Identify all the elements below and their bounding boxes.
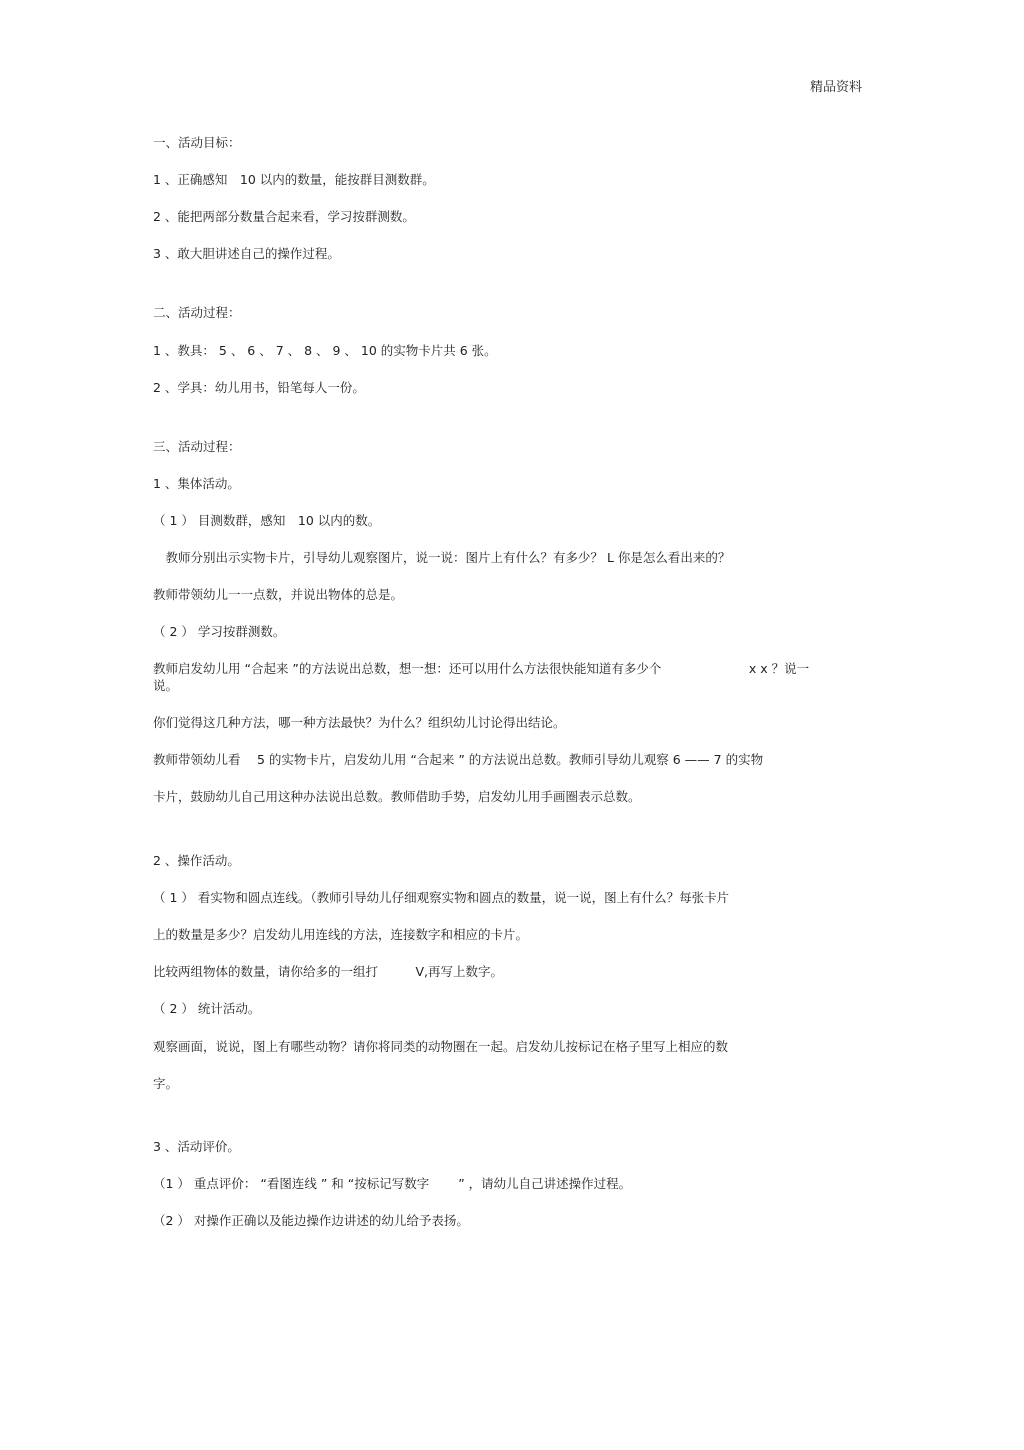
header-label: 精品资料	[810, 80, 863, 95]
evaluation-item-2: （2 ） 对操作正确以及能边操作边讲述的幼儿给予表扬。	[153, 1213, 469, 1228]
section-heading-preparation: 二、活动过程：	[153, 305, 241, 320]
paragraph-line: 教师带领幼儿看 5 的实物卡片，启发幼儿用 “合起来 ” 的方法说出总数。教师引导幼儿观察 6 —— 7 的实物	[153, 752, 764, 767]
preparation-item-1: 1 、教具： 5 、 6 、 7 、 8 、 9 、 10 的实物卡片共 6 张。	[153, 343, 497, 358]
paragraph-line: 字。	[153, 1076, 179, 1091]
paragraph-line: 观察画面，说说，图上有哪些动物？请你将同类的动物圈在一起。启发幼儿按标记在格子里写上相应的数	[153, 1039, 729, 1054]
process-substep-2: （ 2 ） 学习按群测数。	[153, 624, 286, 639]
process-step-1: 1 、集体活动。	[153, 476, 240, 491]
paragraph-line: 教师带领幼儿一一点数，并说出物体的总是。	[153, 587, 404, 602]
process-substep-1: （ 1 ） 看实物和圆点连线。（教师引导幼儿仔细观察实物和圆点的数量，说一说，图上有什么？每张卡片	[153, 890, 730, 905]
paragraph-line: 上的数量是多少？启发幼儿用连线的方法，连接数字和相应的卡片。	[153, 927, 529, 942]
goal-item-3: 3 、敢大胆讲述自己的操作过程。	[153, 246, 340, 261]
process-substep-2: （ 2 ） 统计活动。	[153, 1001, 261, 1016]
paragraph-line: 教师启发幼儿用 “合起来 ”的方法说出总数，想一想：还可以用什么方法很快能知道有多少个 x x ？说一说。	[153, 661, 810, 693]
paragraph-line: 你们觉得这几种方法，哪一种方法最快？为什么？组织幼儿讨论得出结论。	[153, 715, 566, 730]
paragraph-line: 比较两组物体的数量，请你给多的一组打 V,再写上数字。	[153, 964, 504, 979]
preparation-item-2: 2 、学具：幼儿用书，铅笔每人一份。	[153, 380, 365, 395]
paragraph-line: 教师分别出示实物卡片，引导幼儿观察图片，说一说：图片上有什么？有多少？ L 你是怎么看出来的？	[153, 550, 731, 565]
process-substep-1: （ 1 ） 目测数群，感知 10 以内的数。	[153, 513, 381, 528]
process-step-3: 3 、活动评价。	[153, 1139, 240, 1154]
section-heading-goals: 一、活动目标：	[153, 135, 241, 150]
process-step-2: 2 、操作活动。	[153, 853, 240, 868]
paragraph-line: 卡片，鼓励幼儿自己用这种办法说出总数。教师借助手势，启发幼儿用手画圈表示总数。	[153, 789, 641, 804]
evaluation-item-1: （1 ） 重点评价： “看图连线 ” 和 “按标记写数字 ” ，请幼儿自己讲述操作过程。	[153, 1176, 632, 1191]
goal-item-1: 1 、正确感知 10 以内的数量，能按群目测数群。	[153, 172, 435, 187]
goal-item-2: 2 、能把两部分数量合起来看，学习按群测数。	[153, 209, 415, 224]
section-heading-process: 三、活动过程：	[153, 439, 241, 454]
